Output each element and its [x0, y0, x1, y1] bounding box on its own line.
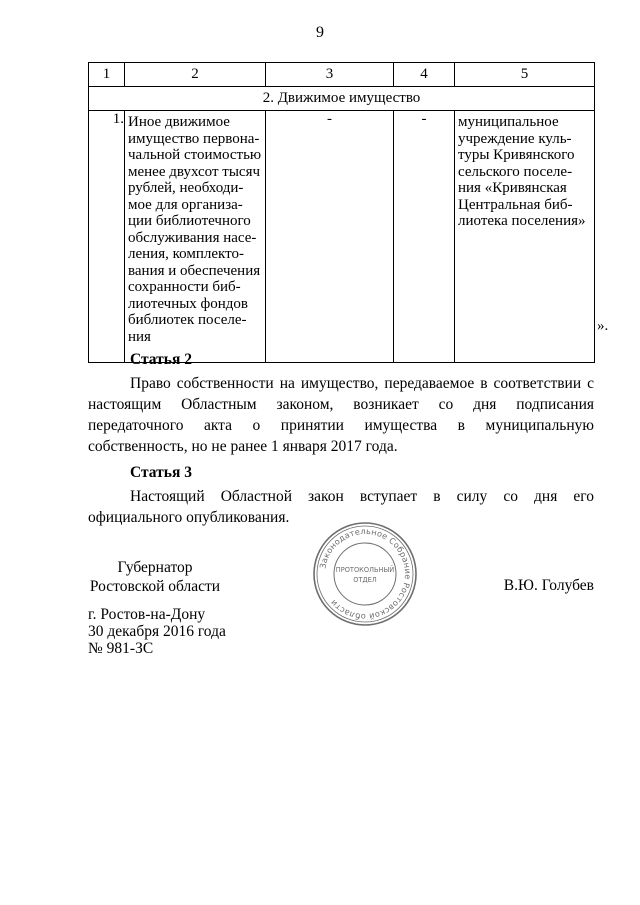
recipient-line: учреждение куль- [458, 130, 572, 147]
signatory-title-line1: Губернатор [117, 559, 193, 576]
description-line: ния [128, 328, 151, 345]
recipient-line: муниципальное [458, 114, 559, 130]
recipient-line: сельского поселе- [458, 163, 573, 180]
recipient-institution [455, 111, 595, 363]
page-number: 9 [316, 24, 324, 41]
description-line: чальной стоимостью [128, 147, 262, 163]
description-line: мое для организа- [128, 196, 243, 213]
table-row [89, 111, 595, 363]
description-line: обслуживания насе- [128, 229, 257, 246]
header-cell: 4 [394, 63, 455, 87]
cell-col4: - [394, 111, 455, 363]
article2-heading: Статья 2 [130, 351, 192, 368]
description-line: библиотек поселе- [128, 312, 247, 328]
description-line: лиотечных фондов [128, 295, 249, 312]
city: г. Ростов-на-Дону [88, 606, 206, 623]
recipient-line: туры Кривянского [458, 147, 575, 163]
header-cell: 2 [125, 63, 266, 87]
description-line: вания и обеспечения [128, 262, 261, 279]
property-description [125, 111, 266, 363]
header-cell: 1 [89, 63, 125, 87]
description-line: сохранности биб- [128, 279, 241, 295]
signing-date: 30 декабря 2016 года [88, 623, 226, 640]
recipient-line: лиотека поселения» [458, 213, 586, 229]
property-table [88, 62, 595, 363]
place-and-date [88, 606, 226, 657]
recipient-line: ния «Кривянская [458, 180, 567, 196]
law-number: № 981-ЗС [88, 640, 154, 657]
svg-text:Законодательное Собрание Росто: Законодательное Собрание Ростовской области [317, 525, 414, 623]
description-line: рублей, необходи- [128, 180, 244, 196]
header-cell: 5 [455, 63, 595, 87]
section-row [89, 87, 595, 111]
table-header-row [89, 63, 595, 87]
article3-text: Настоящий Областной закон вступает в силу со дня его официального опубликования. [88, 488, 594, 526]
signatory-title [84, 558, 226, 596]
row-number: 1. [89, 111, 125, 363]
header-cell: 3 [266, 63, 394, 87]
svg-text:ОТДЕЛ: ОТДЕЛ [353, 576, 377, 584]
signatory-title-line2: Ростовской области [89, 578, 221, 595]
description-line: имущество первона- [128, 130, 260, 147]
section-title: 2. Движимое имущество [89, 87, 595, 111]
cell-col3: - [266, 111, 394, 363]
article3-heading: Статья 3 [130, 464, 192, 481]
description-line: менее двухсот тысяч [128, 163, 261, 180]
closing-quote: ». [597, 318, 609, 334]
article2-text: Право собственности на имущество, передаваемое в соответствии с настоящим Областным законом, возникает со дня подписания передаточного акта о принятии имущества в муниципальную собственность, но не ранее 1 января 2017 года. [88, 375, 594, 455]
description-line: ления, комплекто- [128, 246, 244, 262]
description-line: Иное движимое [128, 114, 230, 130]
seal-graphic [312, 521, 418, 627]
description-line: ции библиотечного [128, 213, 251, 229]
signatory-name: В.Ю. Голубев [503, 577, 594, 594]
official-seal [312, 521, 418, 627]
recipient-line: Центральная биб- [458, 196, 573, 213]
svg-text:ПРОТОКОЛЬНЫЙ: ПРОТОКОЛЬНЫЙ [335, 566, 395, 574]
